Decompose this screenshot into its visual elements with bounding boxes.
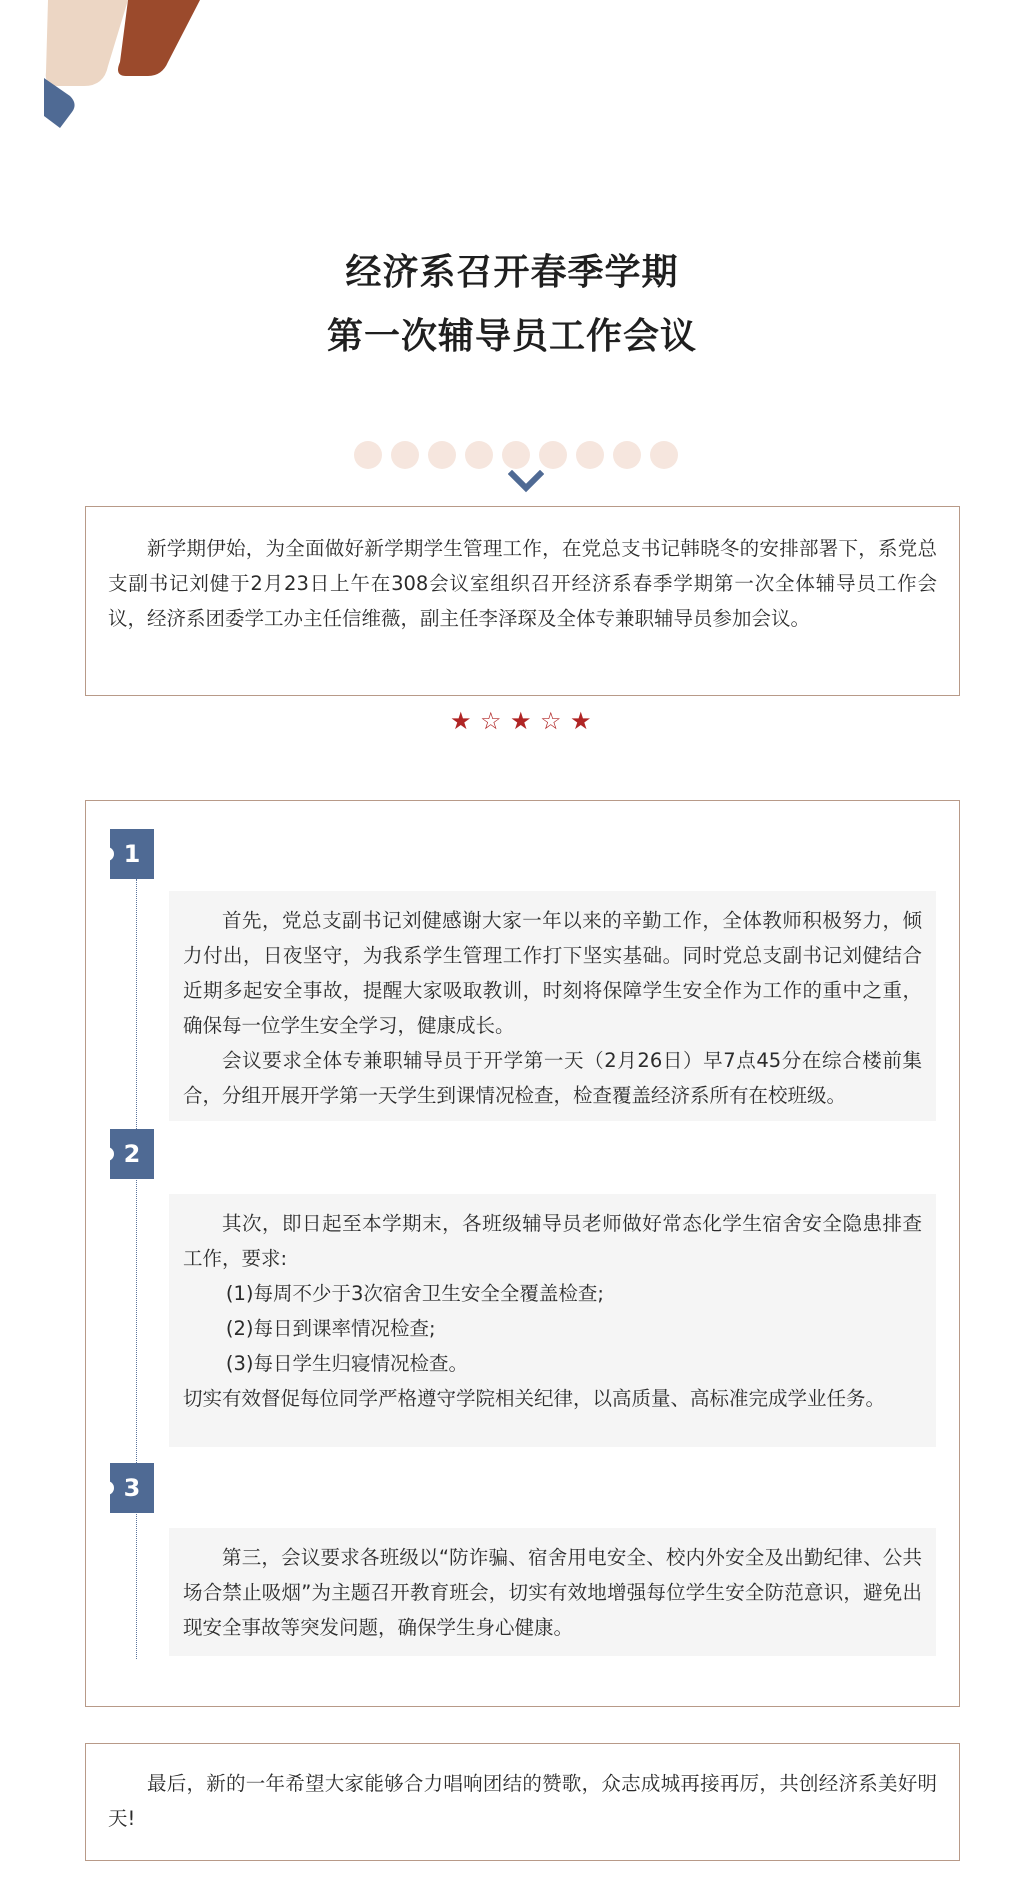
dot <box>465 441 493 469</box>
corner-decoration <box>44 0 204 130</box>
section-2-item-2: (2)每日到课率情况检查; <box>225 1317 436 1340</box>
star-divider <box>450 708 600 734</box>
title-line-2: 第一次辅导员工作会议 <box>326 316 697 357</box>
main-content-box <box>85 800 960 1707</box>
section-3-paragraph: 第三，会议要求各班级以“防诈骗、宿舍用电安全、校内外安全及出勤纪律、公共场合禁止吸烟”为主题召开教育班会，切实有效地增强每位学生安全防范意识，避免出现安全事故等突发问题，确保学生身心健康。 <box>183 1546 922 1639</box>
section-number-badge: 1 <box>110 829 154 879</box>
section-2-item-3: (3)每日学生归寝情况检查。 <box>225 1352 469 1375</box>
closing-box <box>85 1743 960 1861</box>
section-1-paragraph-1: 首先，党总支副书记刘健感谢大家一年以来的辛勤工作，全体教师积极努力，倾力付出，日夜坚守，为我系学生管理工作打下坚实基础。同时党总支副书记刘健结合近期多起安全事故，提醒大家吸取教训，时刻将保障学生安全作为工作的重中之重，确保每一位学生安全学习，健康成长。 <box>183 909 922 1037</box>
section-3-panel <box>169 1528 936 1656</box>
star-outline-icon: ☆ <box>540 707 562 735</box>
star-filled-icon: ★ <box>450 707 472 735</box>
dot <box>539 441 567 469</box>
dot <box>391 441 419 469</box>
decorative-dots <box>354 441 684 471</box>
intro-box <box>85 506 960 696</box>
star-filled-icon: ★ <box>510 707 532 735</box>
section-2-panel <box>169 1194 936 1447</box>
intro-text: 新学期伊始，为全面做好新学期学生管理工作，在党总支书记韩晓冬的安排部署下，系党总支副书记刘健于2月23日上午在308会议室组织召开经济系春季学期第一次全体辅导员工作会议，经济系团委学工办主任信维薇，副主任李泽琛及全体专兼职辅导员参加会议。 <box>108 537 937 630</box>
section-number-badge: 3 <box>110 1463 154 1513</box>
star-outline-icon: ☆ <box>480 707 502 735</box>
deco-brown-block <box>118 0 200 76</box>
dot <box>354 441 382 469</box>
section-2-item-1: (1)每周不少于3次宿舍卫生安全全覆盖检查; <box>225 1282 604 1305</box>
section-2-outro: 切实有效督促每位同学严格遵守学院相关纪律，以高质量、高标准完成学业任务。 <box>183 1387 886 1410</box>
dot <box>576 441 604 469</box>
section-number-badge: 2 <box>110 1129 154 1179</box>
section-1-panel <box>169 891 936 1121</box>
title-line-1: 经济系召开春季学期 <box>345 252 679 293</box>
section-1-paragraph-2: 会议要求全体专兼职辅导员于开学第一天（2月26日）早7点45分在综合楼前集合，分组开展开学第一天学生到课情况检查，检查覆盖经济系所有在校班级。 <box>183 1049 922 1107</box>
dot <box>428 441 456 469</box>
chevron-down-icon <box>508 470 544 494</box>
timeline-dotted-line <box>136 879 137 1659</box>
dot <box>650 441 678 469</box>
closing-text: 最后，新的一年希望大家能够合力唱响团结的赞歌，众志成城再接再厉，共创经济系美好明天! <box>108 1772 937 1830</box>
star-filled-icon: ★ <box>570 707 592 735</box>
dot <box>613 441 641 469</box>
page-title <box>0 245 1024 365</box>
section-2-intro: 其次，即日起至本学期末，各班级辅导员老师做好常态化学生宿舍安全隐患排查工作，要求: <box>183 1212 922 1270</box>
dot <box>502 441 530 469</box>
